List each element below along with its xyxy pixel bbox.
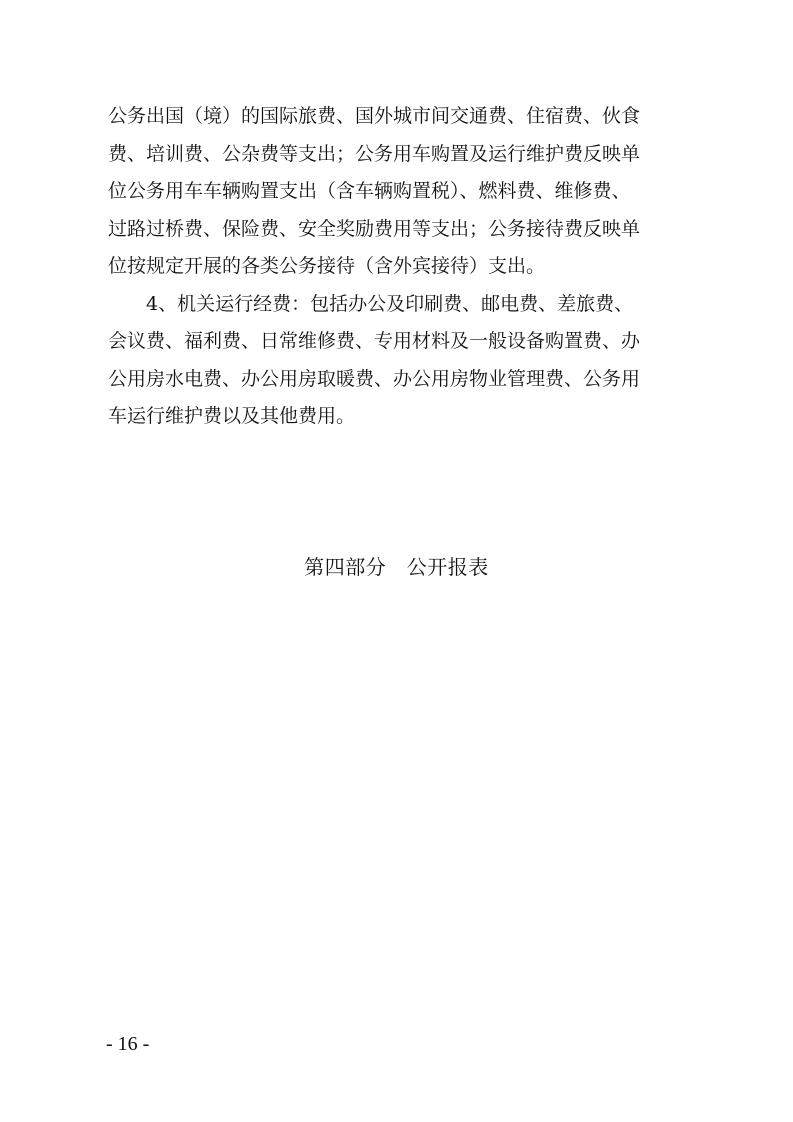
paragraph-line: 位按规定开展的各类公务接待（含外宾接待）支出。 (108, 255, 546, 277)
paragraph-line: 公务出国（境）的国际旅费、国外城市间交通费、住宿费、伙食 (108, 105, 641, 127)
section-heading: 第四部分 公开报表 (304, 555, 489, 579)
page-number: - 16 - (106, 1033, 150, 1055)
paragraph-line: 位公务用车车辆购置支出（含车辆购置税）、燃料费、维修费、 (108, 180, 631, 202)
item4-line: 公用房水电费、办公用房取暖费、办公用房物业管理费、公务用 (108, 367, 641, 390)
paragraph-line: 费、培训费、公杂费等支出；公务用车购置及运行维护费反映单 (108, 142, 641, 165)
body-text (108, 98, 688, 436)
item4-line: 车运行维护费以及其他费用。 (108, 405, 356, 427)
item4-line: 4、机关运行经费：包括办公及印刷费、邮电费、差旅费、 (146, 292, 634, 315)
item4-line: 会议费、福利费、日常维修费、专用材料及一般设备购置费、办 (108, 330, 641, 352)
paragraph-line: 过路过桥费、保险费、安全奖励费用等支出；公务接待费反映单 (108, 217, 641, 240)
